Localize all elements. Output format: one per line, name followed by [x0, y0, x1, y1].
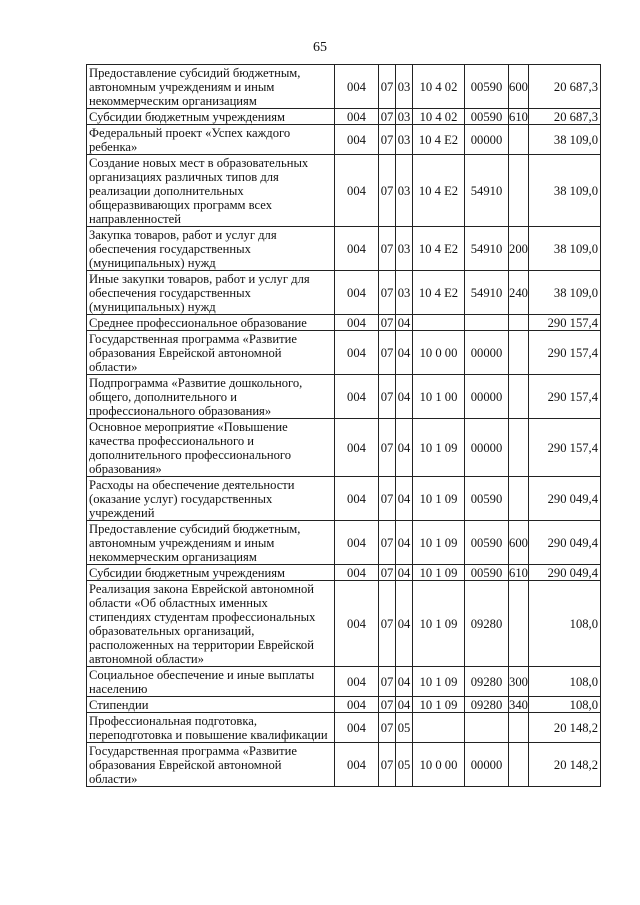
amount-cell: 20 687,3: [529, 65, 601, 109]
grbs-cell: 004: [335, 581, 379, 667]
row-name-cell: Иные закупки товаров, работ и услуг для обеспечения государственных (муниципальных) нужд: [87, 271, 335, 315]
target-article-code-cell: 54910: [465, 155, 509, 227]
expense-type-cell: 600: [509, 521, 529, 565]
target-article-code-cell: 00590: [465, 521, 509, 565]
target-article-code-cell: 54910: [465, 227, 509, 271]
row-name-cell: Государственная программа «Развитие образования Еврейской автономной области»: [87, 743, 335, 787]
target-article-code-cell: 00000: [465, 419, 509, 477]
table-row: [87, 743, 601, 787]
table-row: [87, 419, 601, 477]
target-article-code-cell: 00590: [465, 109, 509, 125]
grbs-cell: 004: [335, 315, 379, 331]
subsection-cell: 04: [396, 331, 413, 375]
subsection-cell: 03: [396, 227, 413, 271]
section-cell: 07: [379, 419, 396, 477]
amount-cell: 20 687,3: [529, 109, 601, 125]
target-article-program-cell: [413, 315, 465, 331]
target-article-code-cell: 09280: [465, 697, 509, 713]
section-cell: 07: [379, 155, 396, 227]
section-cell: 07: [379, 667, 396, 697]
row-name-cell: Закупка товаров, работ и услуг для обеспечения государственных (муниципальных) нужд: [87, 227, 335, 271]
expense-type-cell: [509, 419, 529, 477]
target-article-program-cell: 10 1 09: [413, 419, 465, 477]
target-article-code-cell: 00000: [465, 743, 509, 787]
grbs-cell: 004: [335, 155, 379, 227]
grbs-cell: 004: [335, 375, 379, 419]
subsection-cell: 05: [396, 713, 413, 743]
subsection-cell: 04: [396, 697, 413, 713]
row-name-cell: Основное мероприятие «Повышение качества профессионального и дополнительного профессионального образования»: [87, 419, 335, 477]
target-article-code-cell: 54910: [465, 271, 509, 315]
table-row: [87, 109, 601, 125]
row-name-cell: Государственная программа «Развитие образования Еврейской автономной области»: [87, 331, 335, 375]
section-cell: 07: [379, 743, 396, 787]
row-name-cell: Субсидии бюджетным учреждениям: [87, 565, 335, 581]
row-name-cell: Реализация закона Еврейской автономной области «Об областных именных стипендиях студентам профессиональных образовательных организаций, расположенных на территории Еврейской автономной области»: [87, 581, 335, 667]
target-article-code-cell: 00000: [465, 125, 509, 155]
grbs-cell: 004: [335, 419, 379, 477]
section-cell: 07: [379, 713, 396, 743]
row-name-cell: Среднее профессиональное образование: [87, 315, 335, 331]
table-row: [87, 521, 601, 565]
expense-type-cell: 340: [509, 697, 528, 712]
table-row: [87, 155, 601, 227]
grbs-cell: 004: [335, 477, 379, 521]
subsection-cell: 03: [396, 65, 413, 109]
target-article-code-cell: 09280: [465, 667, 509, 697]
amount-cell: 38 109,0: [529, 271, 601, 315]
amount-cell: 20 148,2: [529, 743, 601, 787]
target-article-program-cell: 10 4 02: [413, 65, 465, 109]
target-article-program-cell: 10 0 00: [413, 743, 465, 787]
row-name-cell: Федеральный проект «Успех каждого ребенка»: [87, 125, 335, 155]
table-row: [87, 477, 601, 521]
section-cell: 07: [379, 375, 396, 419]
target-article-program-cell: 10 4 E2: [413, 271, 465, 315]
subsection-cell: 04: [396, 667, 413, 697]
amount-cell: 290 157,4: [529, 315, 601, 331]
grbs-cell: 004: [335, 331, 379, 375]
expense-type-cell: [509, 743, 529, 787]
expense-type-cell: 200: [509, 227, 529, 271]
table-row: [87, 65, 601, 109]
target-article-code-cell: 00590: [465, 65, 509, 109]
expense-type-cell: 610: [509, 109, 528, 124]
subsection-cell: 04: [396, 419, 413, 477]
amount-cell: 290 157,4: [529, 375, 601, 419]
target-article-program-cell: 10 1 09: [413, 581, 465, 667]
expense-type-cell: 300: [509, 667, 529, 697]
target-article-program-cell: 10 4 E2: [413, 125, 465, 155]
grbs-cell: 004: [335, 109, 379, 125]
grbs-cell: 004: [335, 227, 379, 271]
subsection-cell: 04: [396, 477, 413, 521]
row-name-cell: Предоставление субсидий бюджетным, автономным учреждениям и иным некоммерческим организациям: [87, 65, 335, 109]
subsection-cell: 04: [396, 521, 413, 565]
section-cell: 07: [379, 331, 396, 375]
grbs-cell: 004: [335, 743, 379, 787]
row-name-cell: Профессиональная подготовка, переподготовка и повышение квалификации: [87, 713, 335, 743]
target-article-program-cell: 10 1 09: [413, 565, 465, 581]
subsection-cell: 04: [396, 565, 413, 581]
row-name-cell: Расходы на обеспечение деятельности (оказание услуг) государственных учреждений: [87, 477, 335, 521]
table-row: [87, 713, 601, 743]
row-name-cell: Создание новых мест в образовательных организациях различных типов для реализации дополнительных общеразвивающих программ всех направленностей: [87, 155, 335, 227]
row-name-cell: Подпрограмма «Развитие дошкольного, общего, дополнительного и профессионального образования»: [87, 375, 335, 419]
expense-type-cell: 610: [509, 565, 528, 580]
target-article-program-cell: 10 0 00: [413, 331, 465, 375]
table-row: [87, 315, 601, 331]
row-name-cell: Предоставление субсидий бюджетным, автономным учреждениям и иным некоммерческим организациям: [87, 521, 335, 565]
amount-cell: 108,0: [529, 667, 601, 697]
target-article-program-cell: 10 1 09: [413, 697, 465, 713]
row-name-cell: Субсидии бюджетным учреждениям: [87, 109, 335, 125]
target-article-code-cell: 00590: [465, 565, 509, 581]
subsection-cell: 03: [396, 271, 413, 315]
page-number: 65: [313, 40, 327, 55]
table-row: [87, 227, 601, 271]
expense-type-cell: [509, 315, 529, 331]
subsection-cell: 03: [396, 125, 413, 155]
target-article-program-cell: 10 4 02: [413, 109, 465, 125]
expense-type-cell: [509, 477, 529, 521]
target-article-program-cell: [413, 713, 465, 743]
grbs-cell: 004: [335, 713, 379, 743]
row-name-cell: Социальное обеспечение и иные выплаты населению: [87, 667, 335, 697]
amount-cell: 290 049,4: [529, 521, 601, 565]
amount-cell: 290 157,4: [529, 419, 601, 477]
table-body: [87, 65, 601, 787]
target-article-code-cell: [465, 315, 509, 331]
budget-table: [86, 64, 601, 787]
section-cell: 07: [379, 581, 396, 667]
grbs-cell: 004: [335, 65, 379, 109]
target-article-program-cell: 10 1 09: [413, 667, 465, 697]
table-row: [87, 125, 601, 155]
section-cell: 07: [379, 125, 396, 155]
subsection-cell: 04: [396, 315, 413, 331]
expense-type-cell: [509, 155, 529, 227]
target-article-program-cell: 10 1 09: [413, 477, 465, 521]
section-cell: 07: [379, 227, 396, 271]
table-row: [87, 697, 601, 713]
subsection-cell: 03: [396, 155, 413, 227]
target-article-code-cell: 00000: [465, 375, 509, 419]
grbs-cell: 004: [335, 667, 379, 697]
expense-type-cell: 240: [509, 271, 529, 315]
target-article-program-cell: 10 4 E2: [413, 155, 465, 227]
section-cell: 07: [379, 477, 396, 521]
row-name-cell: Стипендии: [87, 697, 335, 713]
expense-type-cell: [509, 713, 529, 743]
amount-cell: 290 157,4: [529, 331, 601, 375]
grbs-cell: 004: [335, 521, 379, 565]
target-article-program-cell: 10 1 00: [413, 375, 465, 419]
table-row: [87, 331, 601, 375]
grbs-cell: 004: [335, 271, 379, 315]
target-article-program-cell: 10 1 09: [413, 521, 465, 565]
section-cell: 07: [379, 315, 396, 331]
section-cell: 07: [379, 521, 396, 565]
expense-type-cell: [509, 331, 529, 375]
target-article-code-cell: 00590: [465, 477, 509, 521]
table-row: [87, 565, 601, 581]
grbs-cell: 004: [335, 565, 379, 581]
amount-cell: 108,0: [529, 697, 601, 713]
amount-cell: 38 109,0: [529, 125, 601, 155]
subsection-cell: 04: [396, 375, 413, 419]
amount-cell: 20 148,2: [529, 713, 601, 743]
section-cell: 07: [379, 271, 396, 315]
subsection-cell: 05: [396, 743, 413, 787]
expense-type-cell: [509, 375, 529, 419]
expense-type-cell: [509, 581, 529, 667]
table-row: [87, 667, 601, 697]
expense-type-cell: [509, 125, 529, 155]
table-row: [87, 581, 601, 667]
grbs-cell: 004: [335, 125, 379, 155]
target-article-code-cell: 00000: [465, 331, 509, 375]
grbs-cell: 004: [335, 697, 379, 713]
table-row: [87, 271, 601, 315]
target-article-program-cell: 10 4 E2: [413, 227, 465, 271]
subsection-cell: 04: [396, 581, 413, 667]
section-cell: 07: [379, 697, 396, 713]
subsection-cell: 03: [396, 109, 413, 125]
amount-cell: 290 049,4: [529, 477, 601, 521]
amount-cell: 108,0: [529, 581, 601, 667]
target-article-code-cell: 09280: [465, 581, 509, 667]
table-row: [87, 375, 601, 419]
section-cell: 07: [379, 65, 396, 109]
amount-cell: 38 109,0: [529, 155, 601, 227]
section-cell: 07: [379, 109, 396, 125]
amount-cell: 290 049,4: [529, 565, 601, 581]
target-article-code-cell: [465, 713, 509, 743]
amount-cell: 38 109,0: [529, 227, 601, 271]
section-cell: 07: [379, 565, 396, 581]
expense-type-cell: 600: [509, 65, 529, 109]
